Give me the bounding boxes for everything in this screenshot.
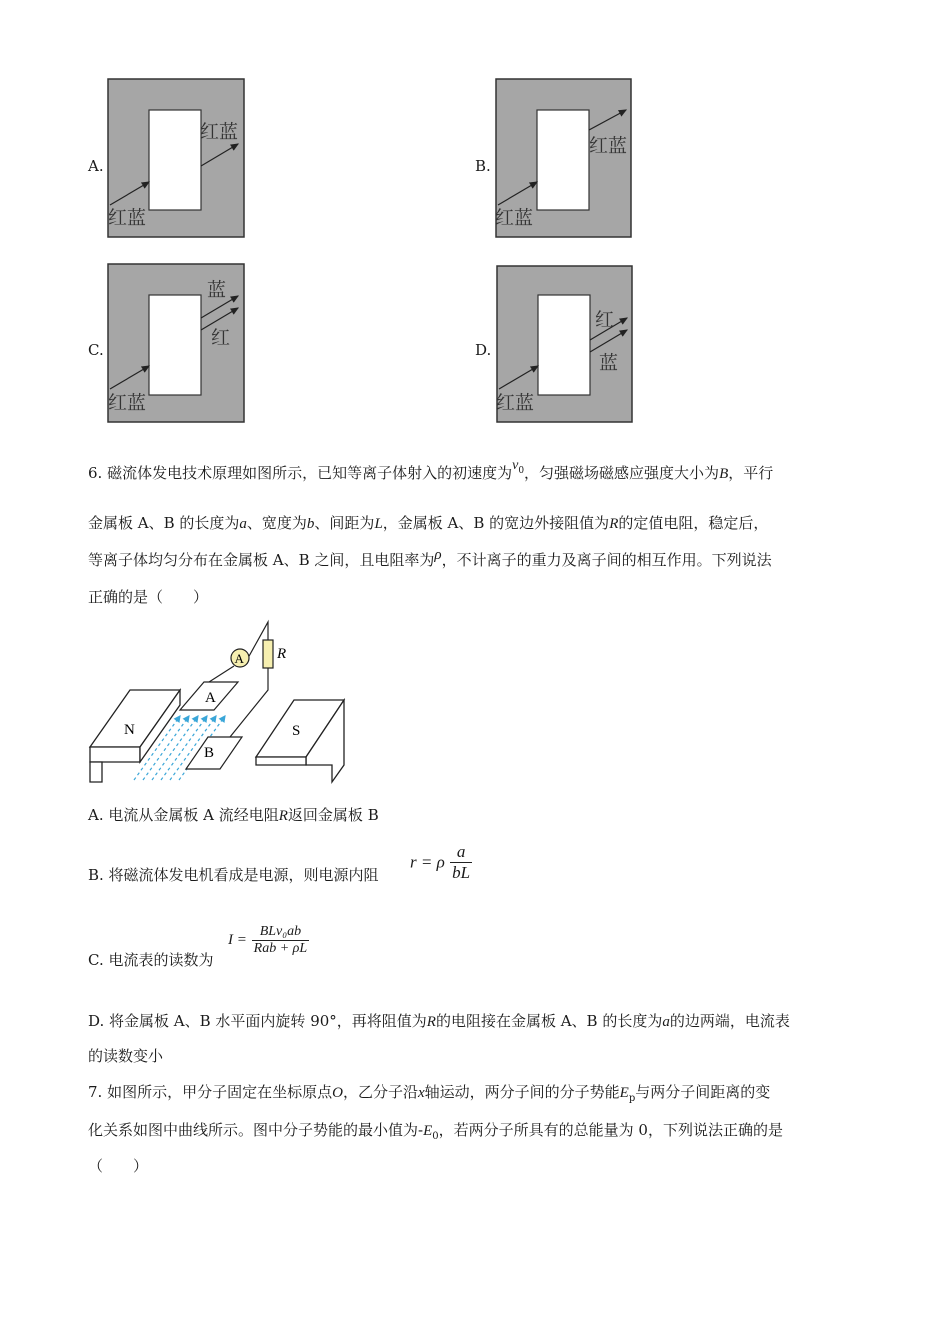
label-b-in: 红蓝 (495, 207, 534, 229)
label-d-blue: 蓝 (599, 352, 619, 374)
figure-option-d (496, 266, 632, 422)
q6-line3: 等离子体均匀分布在金属板 A、B 之间，且电阻率为ρ，不计离子的重力及离子间的相互作用。下列说法 (88, 547, 772, 569)
option-a-letter: A. (88, 157, 104, 175)
q6-option-c-formula: I = $\frac{\text{BLv₀ab}}{\text{Rab + ρL}}$ (228, 924, 308, 956)
label-b-out: 红蓝 (589, 135, 628, 157)
symbol-v0: v (512, 458, 519, 473)
label-a-out: 红蓝 (200, 121, 239, 143)
option-c-letter: C. (88, 341, 104, 359)
label-d-in: 红蓝 (496, 392, 535, 414)
label-c-in: 红蓝 (108, 392, 147, 414)
resistor-label: R (277, 646, 287, 662)
resistor (263, 640, 273, 668)
figure-option-b (495, 79, 631, 237)
q6-option-d[interactable]: D. 将金属板 A、B 水平面内旋转 90°，再将阻值为R的电阻接在金属板 A、B 的长度为a的边两端，电流表 (88, 1012, 790, 1030)
option-d-letter: D. (475, 341, 492, 359)
q6-line4: 正确的是（ ） (88, 588, 209, 606)
q6-figure (80, 612, 370, 792)
q6-option-c[interactable]: C. 电流表的读数为 (88, 951, 214, 969)
plate-b-label: B (204, 745, 215, 761)
plate-a-label: A (205, 690, 216, 706)
q6-option-b[interactable]: B. 将磁流体发电机看成是电源，则电源内阻 (88, 866, 379, 884)
q6-option-b-formula: r = ρ $\frac{a}{bL}$ (410, 842, 471, 882)
label-c-blue: 蓝 (207, 279, 227, 301)
q6-option-a[interactable]: A. 电流从金属板 A 流经电阻R返回金属板 B (88, 806, 379, 824)
q6-line1: 6. 磁流体发电技术原理如图所示，已知等离子体射入的初速度为$v_0$，匀强磁场磁感应强度大小为B，平行 (88, 458, 774, 482)
q6-option-d-line2: 的读数变小 (88, 1047, 164, 1065)
option-b-letter: B. (475, 157, 491, 175)
q7-line3: （ ） (88, 1157, 149, 1175)
label-d-red: 红 (595, 309, 615, 331)
magnet-s-label: S (292, 723, 301, 739)
figure-option-a (108, 79, 244, 237)
symbol-rho: ρ (434, 547, 442, 563)
label-c-red: 红 (211, 327, 231, 349)
q6-line2: 金属板 A、B 的长度为a、宽度为b、间距为L，金属板 A、B 的宽边外接阻值为R的定值电阻，稳定后， (88, 514, 769, 532)
q7-line2: 化关系如图中曲线所示。图中分子势能的最小值为$-E_0$，若两分子所具有的总能量为 0，下列说法正确的是 (88, 1121, 783, 1142)
magnet-n-label: N (124, 722, 135, 738)
magnet-s (256, 700, 344, 782)
option-figures (0, 0, 950, 440)
magnet-n (90, 690, 180, 782)
figure-option-c (108, 264, 244, 422)
label-a-in: 红蓝 (108, 207, 147, 229)
q7-line1: 7. 如图所示，甲分子固定在坐标原点O，乙分子沿x轴运动，两分子间的分子势能$E_p$与两分子间距离的变 (88, 1083, 771, 1104)
ammeter-label: A (234, 651, 244, 666)
